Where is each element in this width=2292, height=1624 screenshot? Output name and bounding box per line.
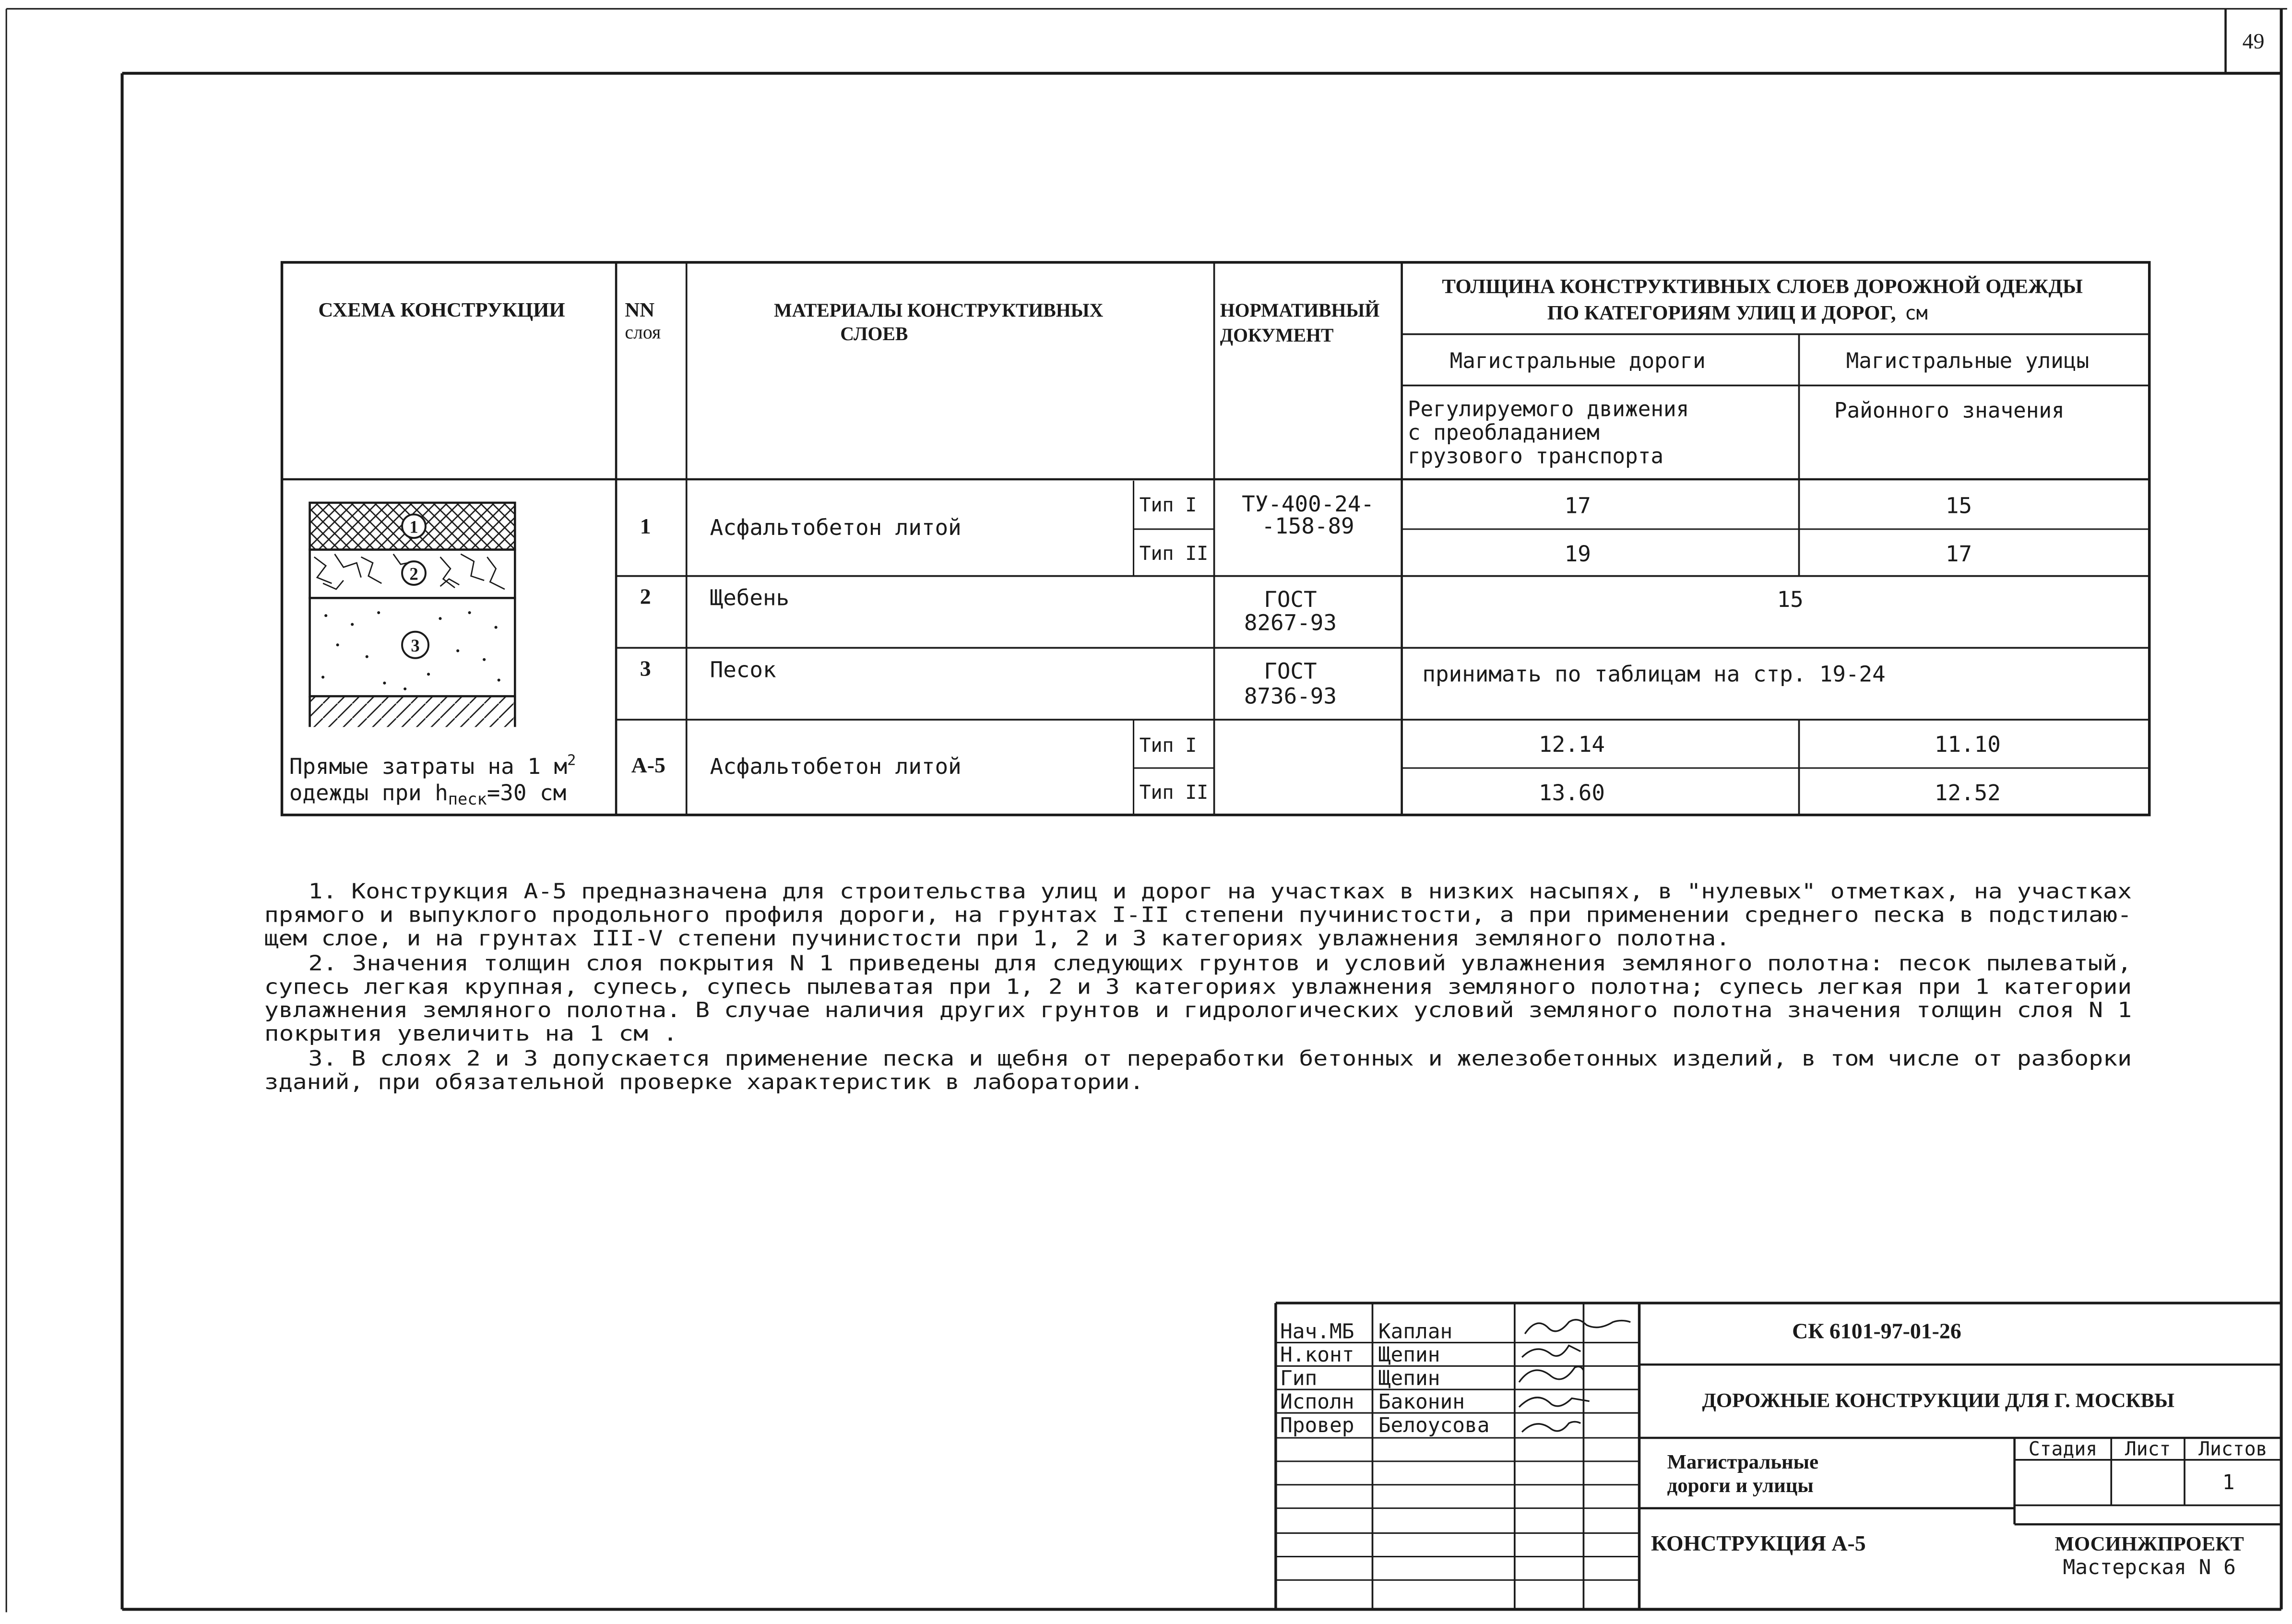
role-executor: Исполн [1280,1389,1354,1414]
table-header [318,275,2082,346]
rowA5-streets-type2: 12.52 [1934,780,2001,806]
streets-sub: Районного значения [1834,398,2065,423]
role-gip: Гип [1280,1366,1318,1391]
signatures [1519,1320,1630,1432]
project-name: ДОРОЖНЫЕ КОНСТРУКЦИИ ДЛЯ Г. МОСКВЫ [1702,1389,2175,1412]
name-executor: Баконин [1378,1389,1465,1414]
stage-label: Стадия [2028,1438,2098,1460]
scheme-circle-2: 2 [409,564,418,584]
rowA5-type1: Тип I [1139,735,1197,757]
drawing-code: СК 6101-97-01-26 [1792,1318,1961,1343]
row1-type2: Тип II [1139,543,1209,565]
title-block-people [1280,1319,1489,1437]
section-name-2: дороги и улицы [1667,1474,1814,1497]
header-thickness-2: ПО КАТЕГОРИЯМ УЛИЦ И ДОРОГ, см [1547,302,1928,325]
row3-doc-2: 8736-93 [1244,683,1337,709]
row1-doc-2: -158-89 [1261,513,1354,539]
row1-streets-type1: 15 [1945,492,1972,519]
workshop-name: Мастерская N 6 [2063,1555,2236,1580]
row2-doc-1: ГОСТ [1264,586,1317,612]
direct-costs-note [289,752,576,808]
sheets-label: Листов [2198,1438,2268,1460]
note-line: 1. Конструкция А-5 предназначена для строительства улиц и дорог на участках в низких насыпях, в "нулевых" отметках, на участках [308,879,2132,904]
name-head: Каплан [1378,1319,1453,1344]
organization-name: МОСИНЖПРОЕКТ [2054,1533,2244,1556]
row2-no: 2 [640,584,651,609]
header-norm-doc: НОРМАТИВНЫЙ [1220,299,1380,321]
scheme-circle-1: 1 [409,517,418,537]
name-gip: Щепин [1378,1366,1440,1391]
sheet-frame [6,9,2287,1612]
row1-roads-type1: 17 [1564,492,1591,519]
scheme-circle-3: 3 [411,635,420,655]
row1-type1: Тип I [1139,494,1197,517]
header-thickness: ТОЛЩИНА КОНСТРУКТИВНЫХ СЛОЕВ ДОРОЖНОЙ ОДЕЖДЫ [1442,275,2083,298]
row1-doc-1: ТУ-400-24- [1242,491,1374,517]
table-subheader [1408,349,2089,469]
row2-material: Щебень [710,584,790,611]
role-checker: Провер [1280,1413,1354,1437]
notes [264,880,2132,1094]
name-checker: Белоусова [1378,1413,1490,1437]
rowA5-type2: Тип II [1139,782,1209,804]
row3-thickness: принимать по таблицам на стр. 19-24 [1422,661,1886,687]
header-materials: МАТЕРИАЛЫ КОНСТРУКТИВНЫХ [774,299,1104,321]
header-layer-no-2: слоя [625,321,661,343]
col-main-streets: Магистральные улицы [1846,348,2090,373]
sheet-label: Лист [2125,1438,2171,1460]
row2-thickness: 15 [1777,586,1804,612]
row3-doc-1: ГОСТ [1264,658,1317,684]
section-name-1: Магистральные [1667,1451,1819,1474]
layer-scheme [310,503,515,727]
rowA5-no: А-5 [631,753,665,778]
note-line: супесь легкая крупная, супесь, супесь пылеватая при 1, 2 и 3 категориях увлажнения земляного полотна; супесь легкая при 1 категории [264,975,2132,999]
rowA5-material: Асфальтобетон литой [710,753,962,780]
note-line: покрытия увеличить на 1 см . [264,1022,678,1046]
roads-sub-2: с преобладанием [1407,420,1600,445]
svg-text:одежды при hпеск=30 см: одежды при $h_{песк}=30$ см [289,780,567,809]
row1-no: 1 [640,514,651,539]
row3-material: Песок [710,656,776,683]
header-scheme: СХЕМА КОНСТРУКЦИИ [318,298,565,321]
note-line: прямого и выпуклого продольного профиля дороги, на грунтах I-II степени пучинистости, а при применении среднего песка в подстилаю- [264,903,2132,927]
note-line: 3. В слоях 2 и 3 допускается применение песка и щебня от переработки бетонных и железобетонных изделий, в том числе от разборки [308,1047,2132,1071]
role-norm-control: Н.конт [1280,1343,1354,1367]
row3-no: 3 [640,656,651,681]
note-line: зданий, при обязательной проверке характеристик в лаборатории. [264,1070,1144,1094]
drawing-name: КОНСТРУКЦИЯ А-5 [1651,1531,1866,1556]
role-head: Нач.МБ [1280,1319,1354,1344]
note-line: щем слое, и на грунтах III-V степени пучинистости при 1, 2 и 3 категориях увлажнения земляного полотна. [264,926,1730,951]
roads-sub-1: Регулируемого движения [1407,397,1689,422]
svg-text:Прямые затраты на 1 м2: Прямые затраты на 1 $м^2$ [289,752,576,780]
row1-roads-type2: 19 [1564,541,1591,567]
header-norm-doc-2: ДОКУМЕНТ [1220,324,1334,346]
name-norm-control: Щепин [1378,1343,1440,1367]
page-number: 49 [2242,28,2265,53]
header-layer-no: NN [625,298,655,321]
row1-material: Асфальтобетон литой [710,514,962,541]
note-line: 2. Значения толщин слоя покрытия N 1 приведены для следующих грунтов и условий увлажнения земляного полотна: песок пылеватый, [308,951,2132,976]
rowA5-streets-type1: 11.10 [1934,731,2001,758]
header-materials-2: СЛОЕВ [840,323,908,344]
col-main-roads: Магистральные дороги [1449,348,1706,373]
construction-table [282,262,2149,815]
sheets-value: 1 [2222,1470,2235,1494]
row1-streets-type2: 17 [1945,541,1972,567]
rowA5-roads-type1: 12.14 [1539,731,1605,758]
row2-doc-2: 8267-93 [1244,609,1337,636]
title-block-info [1651,1318,2268,1579]
rowA5-roads-type2: 13.60 [1539,780,1605,806]
note-line: увлажнения земляного полотна. В случае наличия других грунтов и гидрологических условий земляного полотна значения толщин слоя N 1 [264,998,2132,1023]
roads-sub-3: грузового транспорта [1407,444,1664,469]
